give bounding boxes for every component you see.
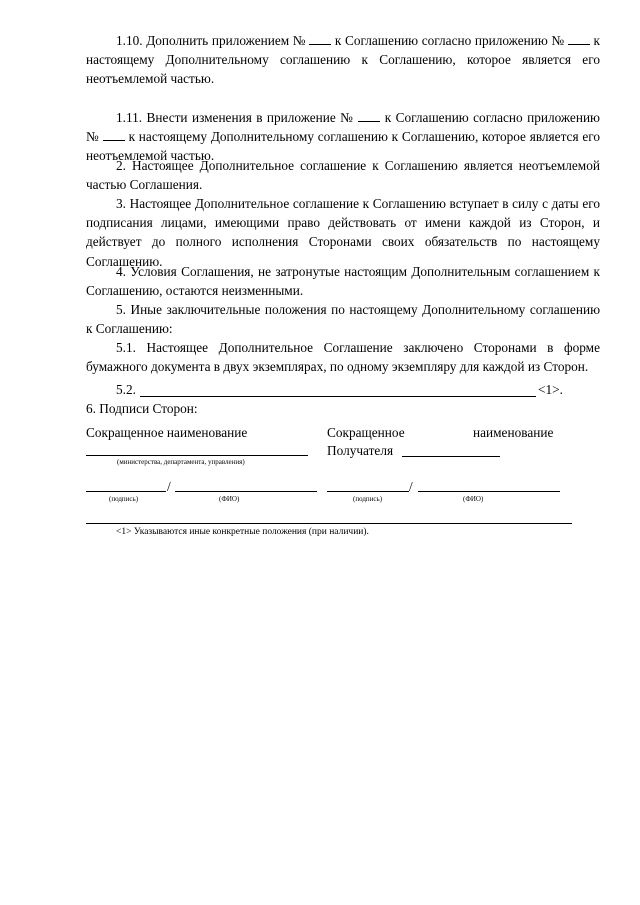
right-signature-hint: (подпись) bbox=[353, 495, 383, 503]
right-signature-slash: / bbox=[409, 479, 413, 494]
paragraph-text: к настоящему Дополнительному соглашению к Соглашению, которое является его неотъемлемой частью. bbox=[86, 129, 600, 164]
left-signature-hint: (подпись) bbox=[109, 495, 139, 503]
right-party-name-line bbox=[402, 456, 500, 457]
left-signature-line bbox=[86, 491, 166, 492]
left-party-name-line bbox=[86, 455, 308, 456]
footnote-separator bbox=[86, 523, 572, 524]
fill-in-blank bbox=[309, 32, 331, 45]
fill-in-blank bbox=[103, 128, 125, 141]
fill-in-blank bbox=[568, 32, 590, 45]
paragraph-text: к Соглашению согласно приложению № bbox=[331, 33, 568, 48]
paragraph-text: 2. Настоящее Дополнительное соглашение к Соглашению является неотъемлемой частью Соглашения. bbox=[86, 158, 600, 193]
right-party-label-word1: Сокращенное bbox=[327, 425, 405, 440]
clause-5-2-number: 5.2. bbox=[116, 382, 136, 397]
footnote-text: <1> Указываются иные конкретные положения (при наличии). bbox=[116, 527, 369, 537]
paragraph-text: 1.10. Дополнить приложением № bbox=[116, 33, 310, 48]
left-fio-hint: (ФИО) bbox=[219, 495, 240, 503]
right-fio-line bbox=[418, 491, 560, 492]
paragraph-3 bbox=[86, 194, 600, 271]
clause-5-2-footnote-ref: <1>. bbox=[538, 382, 563, 397]
paragraph-text: 5. Иные заключительные положения по настоящему Дополнительному соглашению к Соглашению: bbox=[86, 302, 600, 337]
clause-5-2-blank bbox=[140, 396, 536, 397]
paragraph-text: 5.1. Настоящее Дополнительное Соглашение заключено Сторонами в форме бумажного документа в двух экземплярах, по одному экземпляру для каждой из Сторон. bbox=[86, 340, 600, 375]
paragraph-text: 4. Условия Соглашения, не затронутые настоящим Дополнительным соглашением к Соглашению, остаются неизменными. bbox=[86, 264, 600, 299]
paragraph-4 bbox=[86, 262, 600, 300]
right-fio-hint: (ФИО) bbox=[463, 495, 484, 503]
paragraph-1-10 bbox=[86, 31, 600, 89]
right-signature-line bbox=[327, 491, 409, 492]
left-signature-slash: / bbox=[167, 479, 171, 494]
left-fio-line bbox=[175, 491, 317, 492]
right-party-label-line2: Получателя bbox=[327, 443, 394, 458]
paragraph-text: к настоящему Дополнительному соглашению к Соглашению, которое является его неотъемлемой частью. bbox=[86, 33, 600, 87]
left-party-hint: (министерства, департамента, управления) bbox=[117, 458, 245, 466]
fill-in-blank bbox=[358, 109, 380, 122]
left-party-label: Сокращенное наименование bbox=[86, 425, 248, 440]
paragraph-text: 1.11. Внести изменения в приложение № bbox=[116, 110, 359, 125]
paragraph-2 bbox=[86, 156, 600, 194]
paragraph-text: 3. Настоящее Дополнительное соглашение к Соглашению вступает в силу с даты его подписания лицами, имеющими право действовать от имени каждой из Сторон, и действует до полного исполнения Сторонами своих обязательств по настоящему Соглашению. bbox=[86, 196, 600, 269]
right-party-label-word2: наименование bbox=[473, 425, 554, 440]
paragraph-5 bbox=[86, 300, 600, 338]
paragraph-text: к Соглашению согласно приложению № bbox=[86, 110, 600, 145]
signatures-heading: 6. Подписи Сторон: bbox=[86, 401, 198, 416]
paragraph-5-1 bbox=[86, 338, 600, 376]
